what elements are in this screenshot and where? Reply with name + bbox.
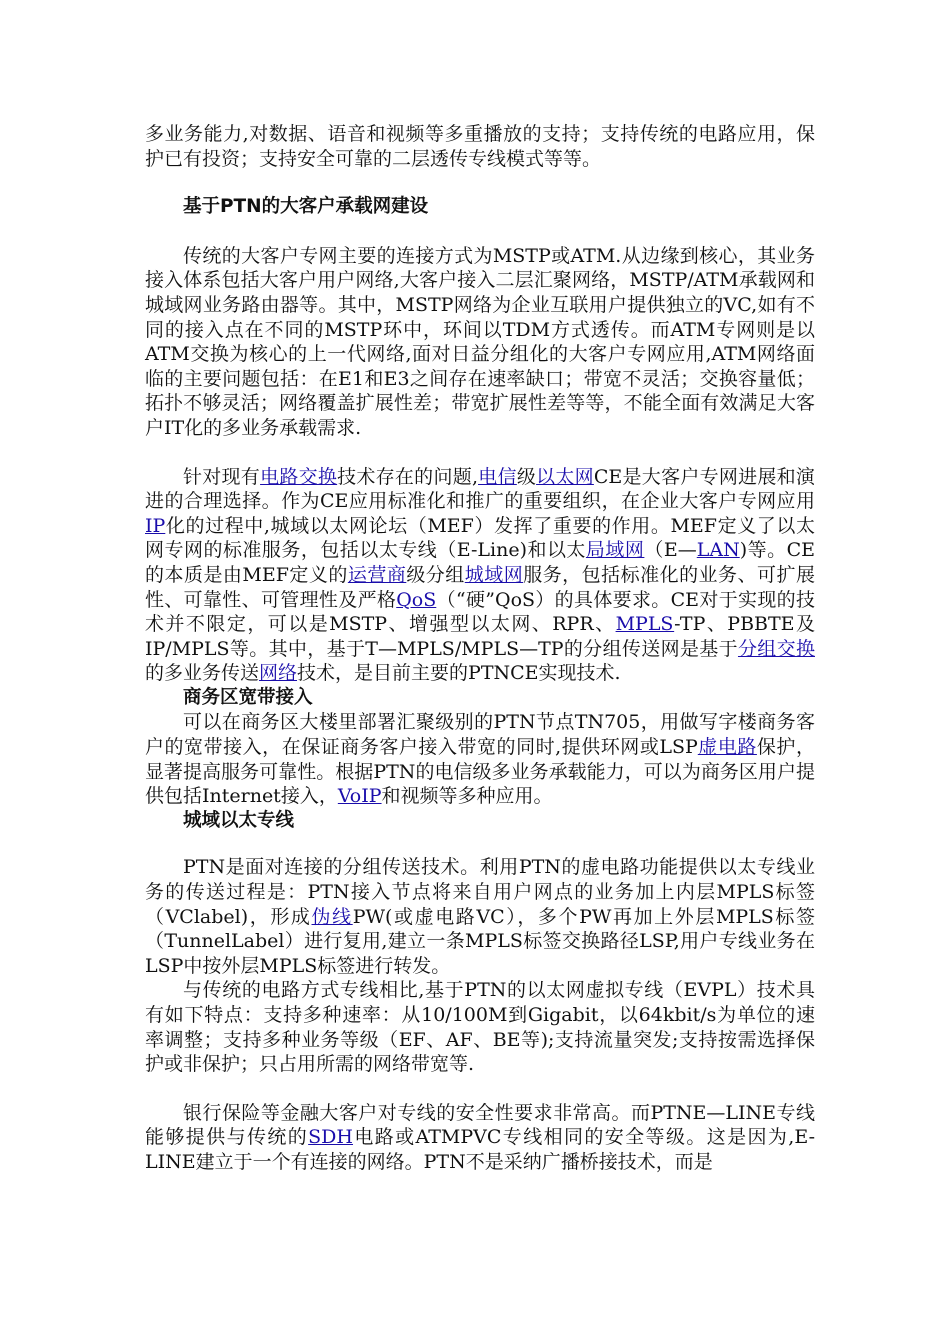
paragraph-text: 与传统的电路方式专线相比,基于PTN的以太网虚拟专线（EVPL）技术具有如下特点：支持多种速率：从10/100M到Gigabit，以64kbit/s为单位的速率调整；支持多种业务等级（EF、AF、BE等);支持流量突发;支持按需选择保护或非保护；只占用所需的网络带宽等. [145, 979, 815, 1076]
paragraph-text: 和视频等多种应用。 [381, 785, 553, 808]
financial-security-paragraph [145, 1101, 815, 1175]
link-voip[interactable]: VoIP [337, 785, 382, 808]
paragraph-text: 的多业务传送 [145, 662, 260, 685]
section-heading-metro-ethernet-line: 城域以太专线 [183, 809, 295, 831]
paragraph-text: 针对现有 [183, 465, 261, 488]
link-circuit-switching[interactable]: 电路交换 [260, 465, 338, 488]
section-heading-business-broadband: 商务区宽带接入 [183, 686, 313, 708]
paragraph-text: PW(或虚电路VC），多个PW再加上外层MPLS标签（TunnelLabel）进行复用,建立一条MPLS标签交换路径LSP,用户专线业务在LSP中按外层MPLS标签进行转发。 [145, 905, 815, 977]
link-qos[interactable]: QoS [396, 588, 437, 611]
link-metro-network[interactable]: 城域网 [464, 563, 524, 586]
link-pseudowire[interactable]: 伪线 [311, 905, 353, 928]
link-ethernet[interactable]: 以太网 [536, 465, 594, 488]
link-sdh[interactable]: SDH [308, 1126, 353, 1149]
paragraph-text: CE是大客户专网进展和演进的合理选择。作为CE应用标准化和推广的重要组织，在企业大客户专网应用 [145, 465, 815, 513]
link-network[interactable]: 网络 [259, 662, 298, 685]
link-lan-abbr[interactable]: LAN [696, 539, 740, 562]
traditional-network-paragraph [145, 244, 815, 441]
paragraph-text: 级 [516, 465, 537, 488]
link-lan[interactable]: 局域网 [585, 539, 645, 562]
paragraph-text: 电路或ATMPVC专线相同的安全等级。这是因为,E-LINE建立于一个有连接的网络。PTN不是采纳广播桥接技术，而是 [145, 1126, 815, 1173]
evpl-features-paragraph [145, 978, 815, 1076]
section-heading-ptn-enterprise: 基于PTN的大客户承载网建设 [183, 196, 429, 218]
link-operator[interactable]: 运营商 [347, 563, 407, 586]
intro-paragraph [145, 122, 815, 171]
link-packet-switching[interactable]: 分组交换 [737, 637, 815, 660]
paragraph-text: 技术存在的问题, [337, 465, 479, 488]
ptn-connection-paragraph [145, 855, 815, 978]
paragraph-text: 可以在商务区大楼里部署汇聚级别的PTN节点TN705，用做写字楼商务客户的宽带接入，在保证商务客户接入带宽的同时,提供环网或LSP [145, 711, 815, 759]
paragraph-text: 级分组 [406, 563, 465, 586]
paragraph-text: 服务，包括标准化的业务、可扩展性、可靠性、可管理性及严格 [145, 563, 815, 611]
link-ip[interactable]: IP [145, 514, 166, 537]
paragraph-text: 银行保险等金融大客户对专线的安全性要求非常高。而PTNE—LINE专线能够提供与传统的 [145, 1101, 815, 1149]
paragraph-text: （E— [644, 539, 697, 562]
link-mpls[interactable]: MPLS [615, 613, 675, 636]
link-telecom[interactable]: 电信 [478, 465, 517, 488]
paragraph-text: （“硬”QoS）的具体要求。CE对于实现的技术并不限定，可以是MSTP、增强型以太网、RPR、 [145, 588, 815, 636]
paragraph-text: 化的过程中,城域以太网论坛（MEF）发挥了重要的作用。MEF定义了以太网专网的标准服务，包括以太专线（E-Line)和以太 [145, 514, 815, 562]
paragraph-text: -TP、PBBTE及IP/MPLS等。其中，基于T—MPLS/MPLS—TP的分组传送网是基于 [145, 613, 815, 660]
paragraph-text: PTN是面对连接的分组传送技术。利用PTN的虚电路功能提供以太专线业务的传送过程是：PTN接入节点将来自用户网点的业务加上内层MPLS标签（VClabel)，形成 [145, 856, 815, 928]
paragraph-text: 多业务能力,对数据、语音和视频等多重播放的支持；支持传统的电路应用，保护已有投资；支持安全可靠的二层透传专线模式等等。 [145, 123, 815, 170]
carrier-ethernet-paragraph [145, 465, 815, 686]
paragraph-text: )等。CE的本质是由MEF定义的 [145, 539, 815, 586]
paragraph-text: 技术，是目前主要的PTNCE实现技术. [297, 662, 621, 685]
business-broadband-paragraph [145, 710, 815, 808]
link-virtual-circuit[interactable]: 虚电路 [697, 736, 757, 759]
paragraph-text: 保护，显著提高服务可靠性。根据PTN的电信级多业务承载能力，可以为商务区用户提供包括Internet接入， [145, 736, 815, 808]
document-page [145, 122, 815, 1175]
paragraph-text: 传统的大客户专网主要的连接方式为MSTP或ATM.从边缘到核心，其业务接入体系包括大客户用户网络,大客户接入二层汇聚网络，MSTP/ATM承载网和城域网业务路由器等。其中，MSTP网络为企业互联用户提供独立的VC,如有不同的接入点在不同的MSTP环中，环间以TDM方式透传。而ATM专网则是以ATM交换为核心的上一代网络,面对日益分组化的大客户专网应用,ATM网络面临的主要问题包括：在E1和E3之间存在速率缺口；带宽不灵活；交换容量低；拓扑不够灵活；网络覆盖扩展性差；带宽扩展性差等等，不能全面有效满足大客户IT化的多业务承载需求. [145, 244, 815, 439]
